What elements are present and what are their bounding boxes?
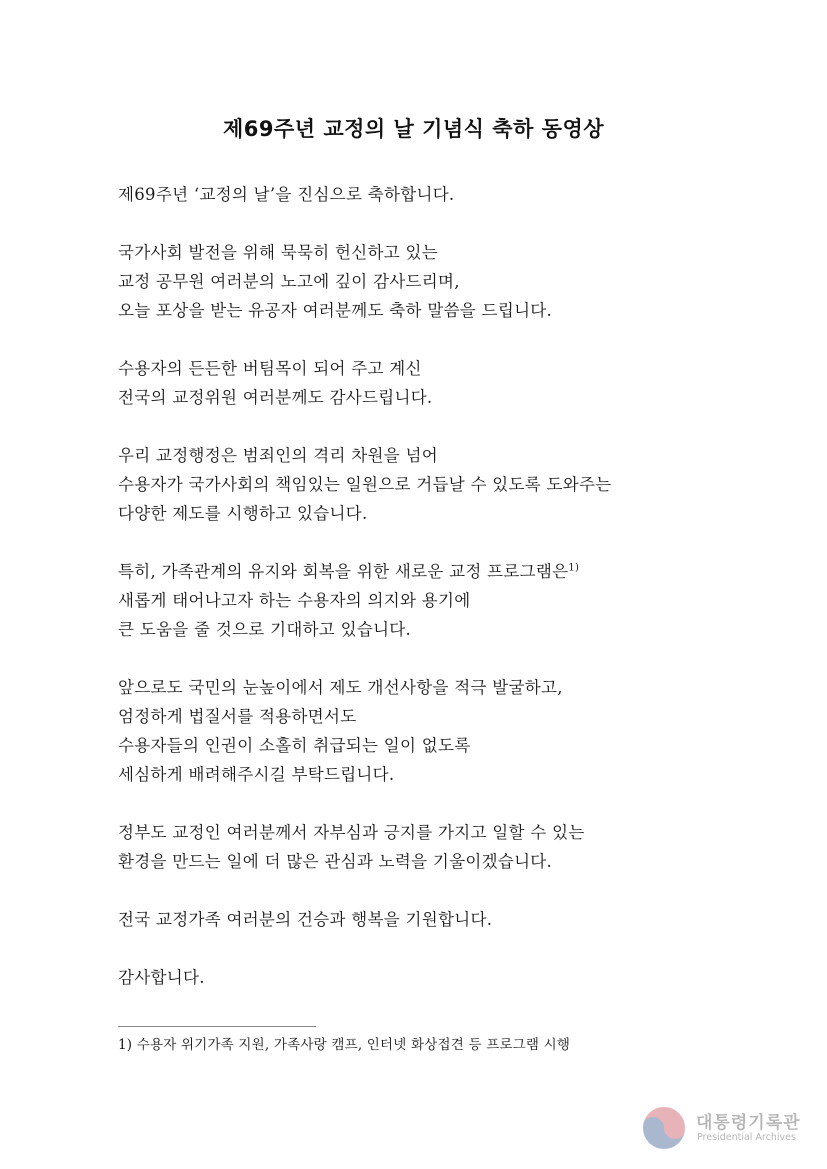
text-line: 큰 도움을 줄 것으로 기대하고 있습니다. [118,620,412,639]
footnote: 1) 수용자 위기가족 지원, 가족사랑 캠프, 인터넷 화상접견 등 프로그램 시행 [118,1037,571,1053]
text-line: 제69주년 ‘교정의 날’을 진심으로 축하합니다. [118,185,455,204]
taegeuk-icon [640,1104,688,1152]
text-line: 수용자들의 인권이 소홀히 취급되는 일이 없도록 [118,736,471,755]
text-line [118,557,758,586]
document-body [118,180,758,1021]
text-line: 오늘 포상을 받는 유공자 여러분께도 축하 말씀을 드립니다. [118,301,553,320]
archive-name: 대통령기록관 [696,1113,801,1133]
text-line: 교정 공무원 여러분의 노고에 깊이 감사드리며, [118,272,460,291]
paragraph [118,905,758,934]
text-line: 수용자가 국가사회의 책임있는 일원으로 거듭날 수 있도록 도와주는 [118,475,612,494]
text-line: 감사합니다. [118,968,205,987]
text-line: 환경을 만드는 일에 더 많은 관심과 노력을 기울이겠습니다. [118,852,553,871]
presidential-archives-watermark [640,1100,820,1156]
paragraph [118,673,758,789]
paragraph [118,354,758,412]
paragraph [118,180,758,209]
text-line-content: 특히, 가족관계의 유지와 회복을 위한 새로운 교정 프로그램은 [118,562,569,581]
paragraph [118,238,758,325]
text-line: 국가사회 발전을 위해 묵묵히 헌신하고 있는 [118,243,439,262]
text-line: 세심하게 배려해주시길 부탁드립니다. [118,765,395,784]
footnote-reference[interactable]: 1) [568,562,580,574]
paragraph [118,441,758,528]
paragraph [118,557,758,644]
document-title: 제69주년 교정의 날 기념식 축하 동영상 [222,117,605,141]
text-line: 우리 교정행정은 범죄인의 격리 차원을 넘어 [118,446,439,465]
text-line: 정부도 교정인 여러분께서 자부심과 긍지를 가지고 일할 수 있는 [118,823,585,842]
text-line: 새롭게 태어나고자 하는 수용자의 의지와 용기에 [118,591,471,610]
text-line: 수용자의 든든한 버팀목이 되어 주고 계신 [118,359,422,378]
text-line: 엄정하게 법질서를 적용하면서도 [118,707,357,726]
paragraph [118,963,758,992]
text-line: 전국 교정가족 여러분의 건승과 행복을 기원합니다. [118,910,493,929]
text-line: 다양한 제도를 시행하고 있습니다. [118,504,368,523]
text-line: 앞으로도 국민의 눈높이에서 제도 개선사항을 적극 발굴하고, [118,678,563,697]
footnote-divider [118,1026,316,1027]
text-line: 전국의 교정위원 여러분께도 감사드립니다. [118,388,433,407]
paragraph [118,818,758,876]
archive-subtitle: Presidential Archives [697,1132,796,1143]
